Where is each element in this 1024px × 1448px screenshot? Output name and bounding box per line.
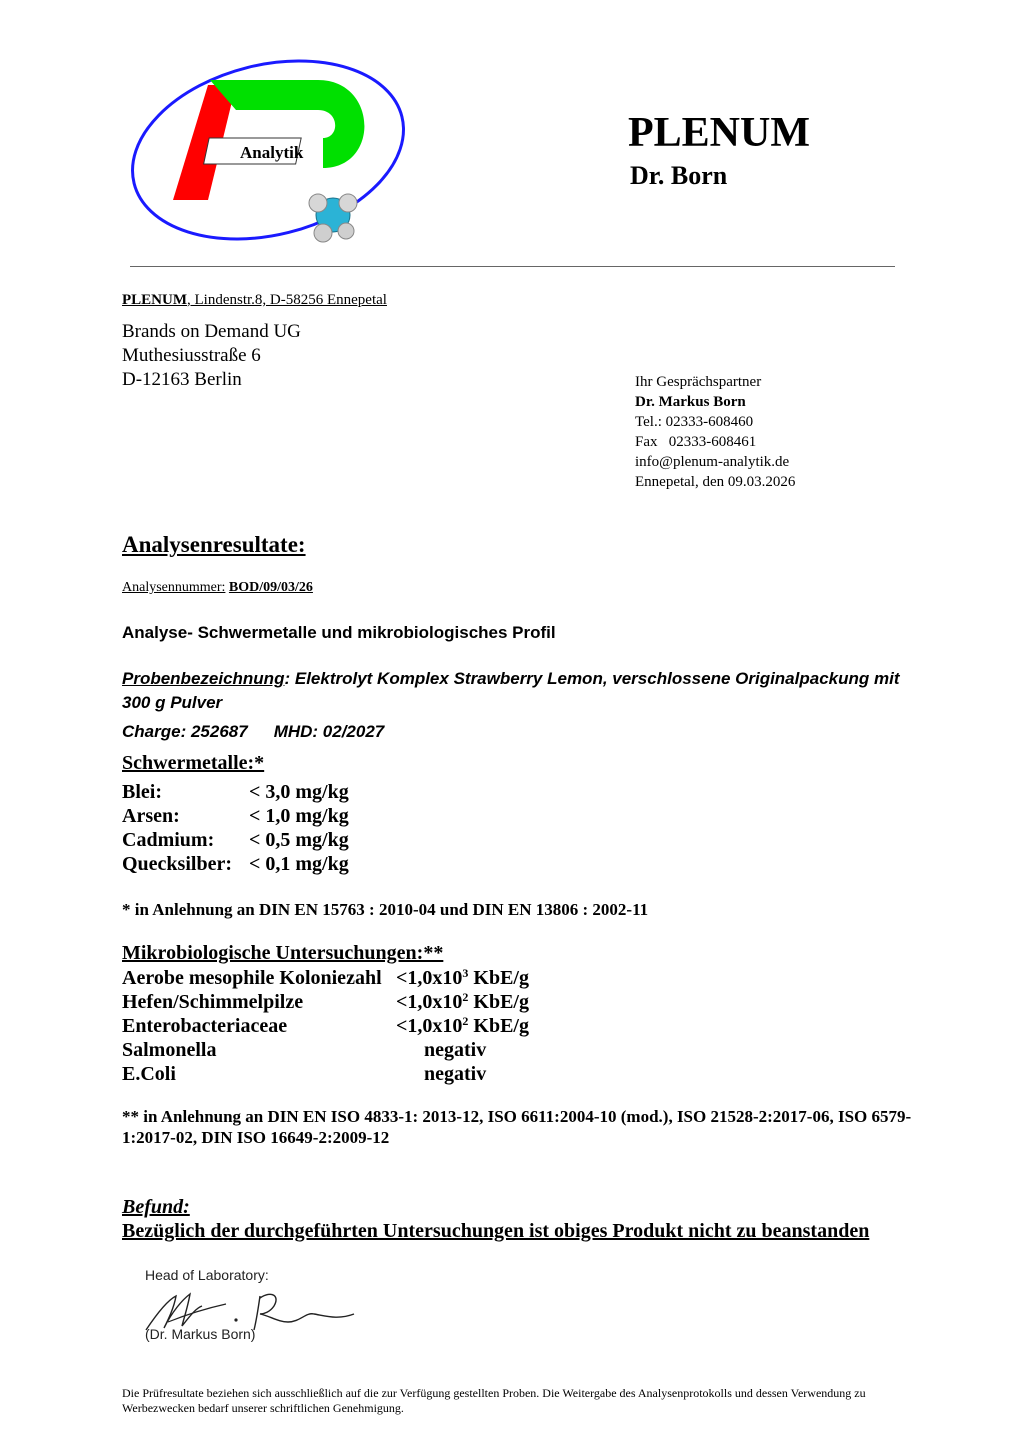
best-before: MHD: 02/2027	[273, 722, 385, 741]
analysis-number	[122, 580, 313, 596]
contact-date: Ennepetal, den 09.03.2026	[635, 474, 796, 490]
finding-label: Befund:	[122, 1196, 190, 1218]
sender-address: , Lindenstr.8, D-58256 Ennepetal	[187, 292, 387, 308]
microbe-label: Aerobe mesophile Koloniezahl	[122, 967, 382, 989]
microbiology-title: Mikrobiologische Untersuchungen:**	[122, 942, 444, 964]
signature-heading: Head of Laboratory:	[145, 1267, 269, 1283]
microbe-label: E.Coli	[122, 1063, 176, 1085]
recipient-line: D-12163 Berlin	[122, 369, 242, 390]
contact-tel: Tel.: 02333-608460	[635, 414, 754, 430]
recipient-line: Brands on Demand UG	[122, 321, 301, 342]
sender-line	[122, 292, 387, 309]
contact-name: Dr. Markus Born	[635, 394, 746, 410]
contact-fax: Fax 02333-608461	[635, 434, 757, 450]
page-title: Analysenresultate:	[122, 532, 306, 557]
sample-description	[122, 667, 912, 715]
signature-name: (Dr. Markus Born)	[145, 1326, 256, 1342]
recipient-line: Muthesiusstraße 6	[122, 345, 261, 366]
disclaimer-text: Die Prüfresultate beziehen sich ausschließlich auf die zur Verfügung gestellten Proben. Die Weitergabe des Analysenprotokolls und dessen Verwendung zu Werbezwecken bedarf unserer schriftlichen Genehmigung.	[122, 1386, 866, 1415]
contact-block	[635, 372, 795, 492]
analysis-profile: Analyse- Schwermetalle und mikrobiologisches Profil	[122, 623, 556, 642]
analysis-number-label: Analysennummer:	[122, 580, 226, 595]
metal-label: Cadmium:	[122, 829, 215, 851]
sender-name: PLENUM	[122, 292, 187, 308]
microbe-value: negativ	[424, 1039, 487, 1061]
finding-text: Bezüglich der durchgeführten Untersuchungen ist obiges Produkt nicht zu beanstanden	[122, 1220, 870, 1242]
contact-label: Ihr Gesprächspartner	[635, 374, 762, 390]
plenum-logo	[118, 40, 408, 250]
microbiology-footnote: ** in Anlehnung an DIN EN ISO 4833-1: 2013-12, ISO 6611:2004-10 (mod.), ISO 21528-2:2017-06, ISO 6579-1:2017-02, DIN ISO 16649-2:2009-12	[122, 1107, 912, 1147]
recipient-address	[122, 320, 301, 392]
brand-name: PLENUM	[628, 110, 810, 156]
microbe-label: Hefen/Schimmelpilze	[122, 991, 304, 1013]
metal-value: < 0,1 mg/kg	[249, 853, 349, 875]
charge-line	[122, 722, 384, 742]
microbe-value: $<1,0x10^3$ KbE/g	[396, 966, 529, 989]
header-divider	[130, 266, 895, 267]
logo-analytik-text: Analytik	[240, 143, 304, 162]
contact-email: info@plenum-analytik.de	[635, 454, 790, 470]
molecule-icon	[309, 194, 357, 242]
sample-label: Probenbezeichnung	[122, 669, 285, 688]
charge-number: Charge: 252687	[122, 722, 248, 741]
microbe-value: $<1,0x10^2$ KbE/g	[396, 990, 529, 1013]
microbe-value: negativ	[424, 1063, 487, 1085]
heavy-metals-footnote: * in Anlehnung an DIN EN 15763 : 2010-04 und DIN EN 13806 : 2002-11	[122, 900, 649, 919]
sample-text: : Elektrolyt Komplex Strawberry Lemon, verschlossene Originalpackung mit 300 g Pulver	[122, 669, 900, 712]
metal-value: < 0,5 mg/kg	[249, 829, 349, 851]
metal-value: < 3,0 mg/kg	[249, 781, 349, 803]
microbe-label: Salmonella	[122, 1039, 217, 1061]
analysis-number-value: BOD/09/03/26	[228, 580, 313, 595]
microbe-value: $<1,0x10^2$ KbE/g	[396, 1014, 529, 1037]
microbe-label: Enterobacteriaceae	[122, 1015, 288, 1037]
metal-label: Arsen:	[122, 805, 180, 827]
metal-label: Blei:	[122, 781, 162, 803]
metal-value: < 1,0 mg/kg	[249, 805, 349, 827]
brand-subtitle: Dr. Born	[630, 161, 728, 190]
metal-label: Quecksilber:	[122, 853, 232, 875]
heavy-metals-title: Schwermetalle:*	[122, 752, 265, 774]
